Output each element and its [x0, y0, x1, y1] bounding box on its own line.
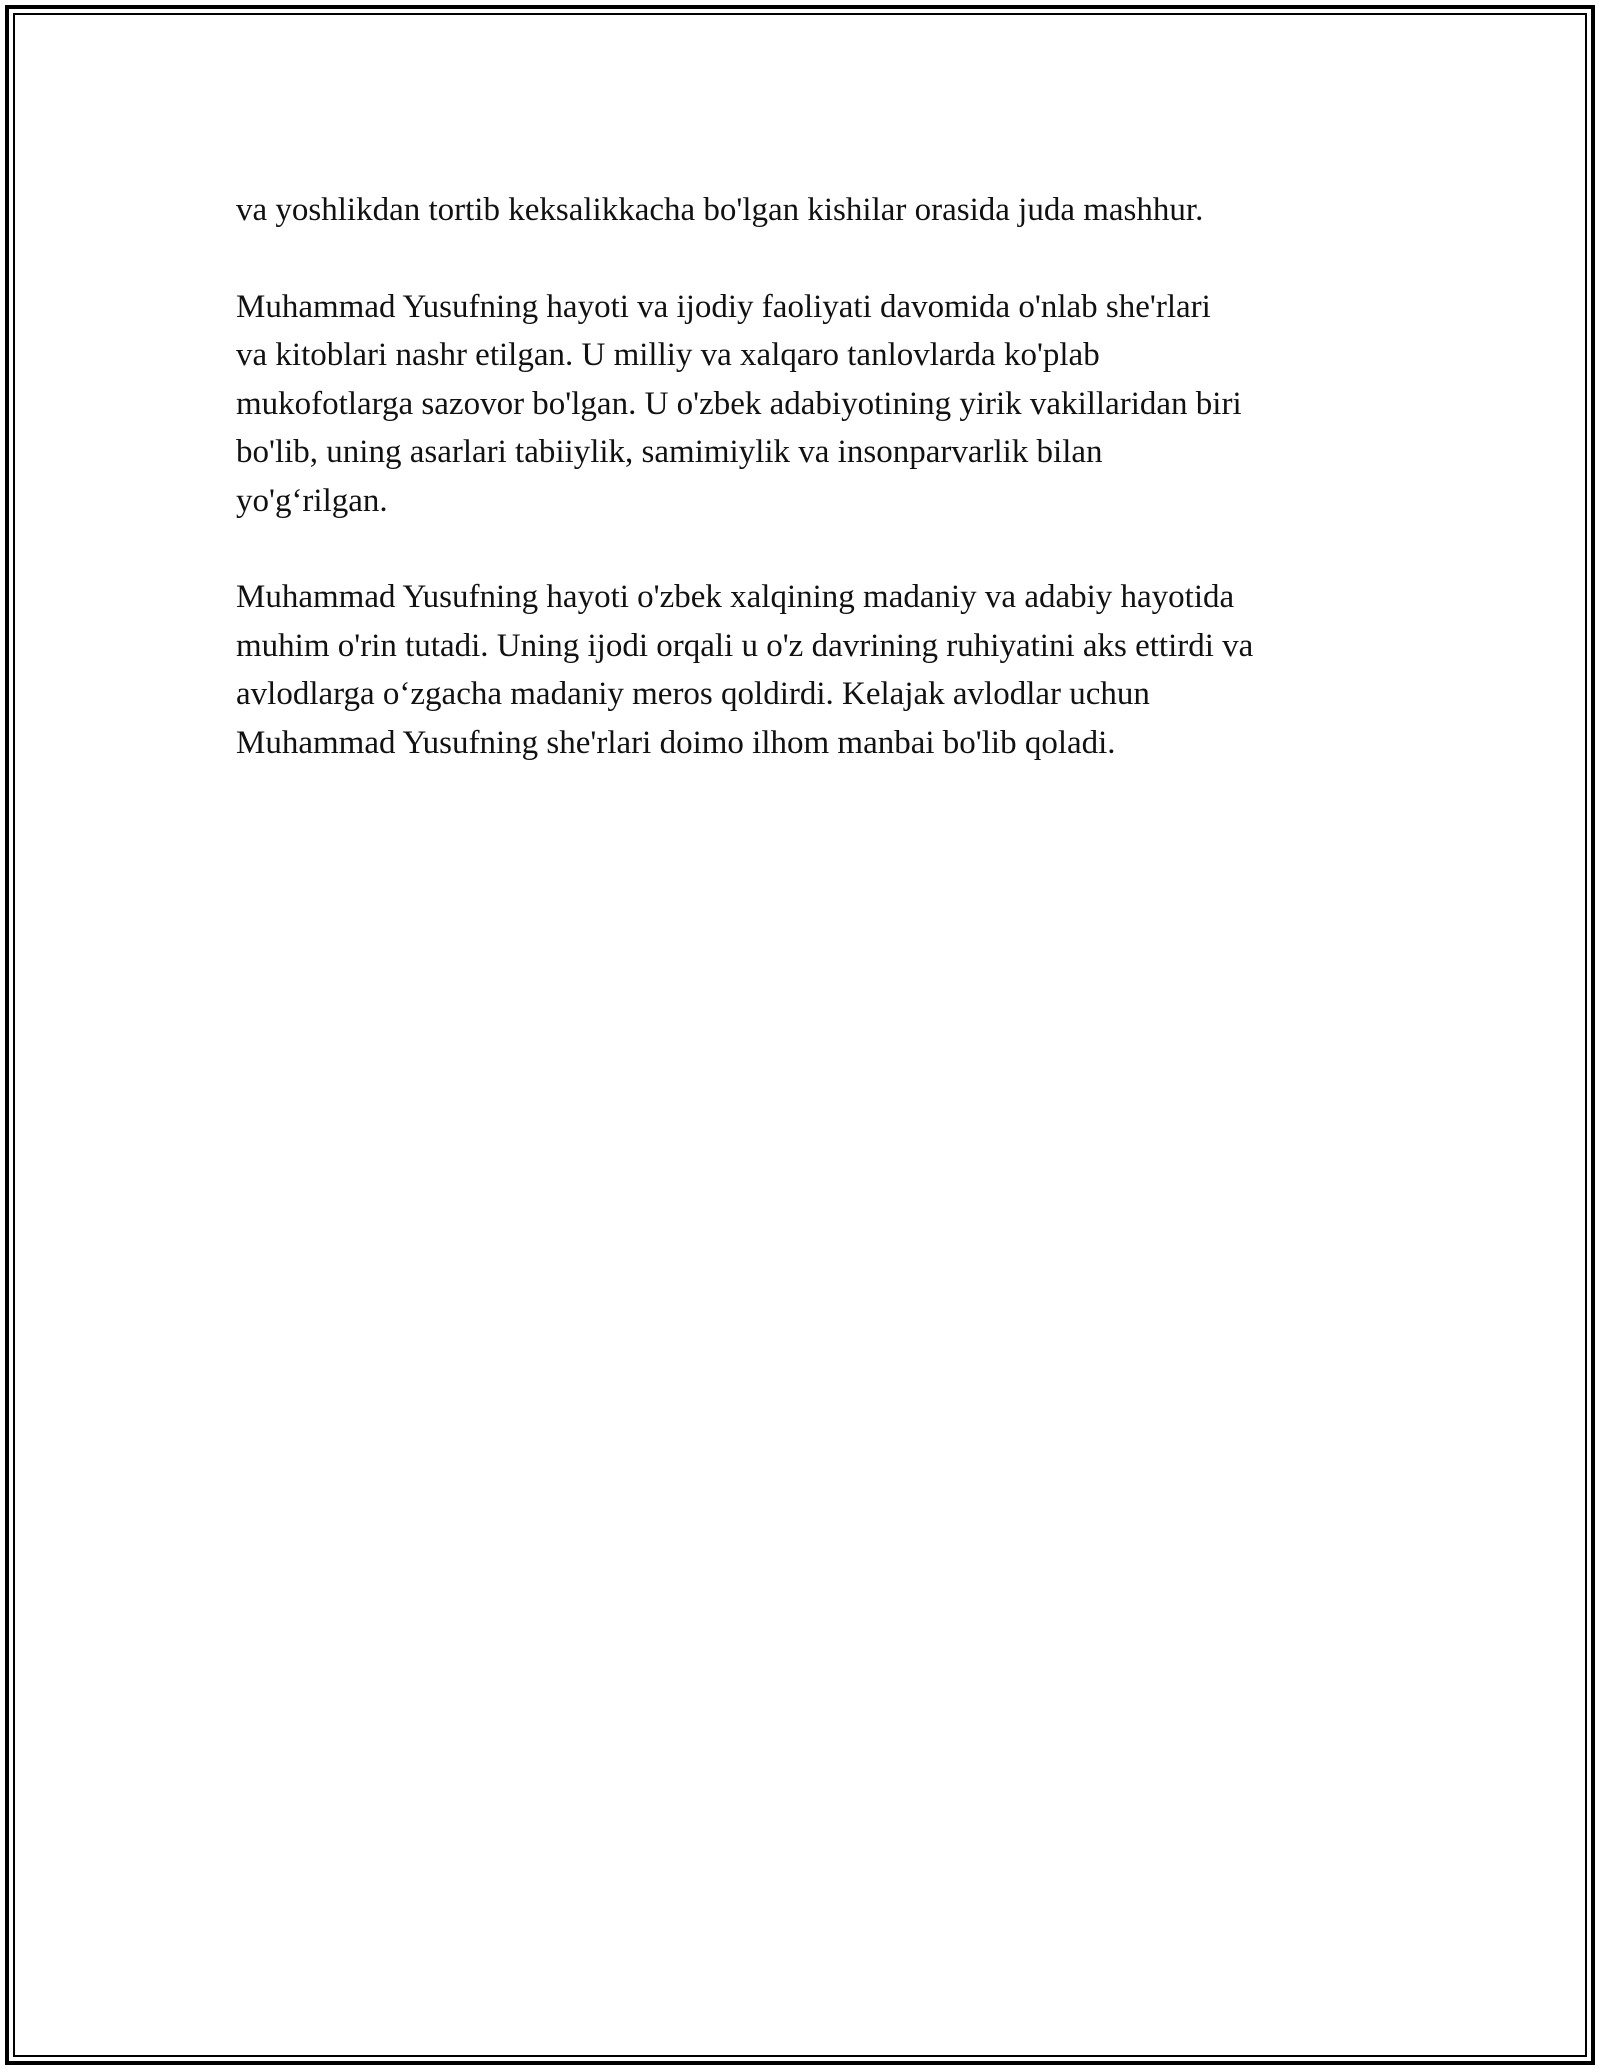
text-line: va yoshlikdan tortib keksalikkacha bo'lgan kishilar orasida juda mashhur.: [236, 192, 1204, 228]
paragraph-1: [236, 186, 1376, 235]
paragraph-3: [236, 573, 1376, 767]
text-line: va kitoblari nashr etilgan. U milliy va xalqaro tanlovlarda ko'plab: [236, 337, 1100, 373]
text-line: Muhammad Yusufning hayoti o'zbek xalqining madaniy va adabiy hayotida: [236, 579, 1235, 615]
text-line: bo'lib, uning asarlari tabiiylik, samimiylik va insonparvarlik bilan: [236, 434, 1103, 470]
text-line: Muhammad Yusufning hayoti va ijodiy faoliyati davomida o'nlab she'rlari: [236, 288, 1211, 325]
text-line: muhim o'rin tutadi. Uning ijodi orqali u o'z davrining ruhiyatini aks ettirdi va: [236, 627, 1254, 664]
text-line: Muhammad Yusufning she'rlari doimo ilhom manbai bo'lib qoladi.: [236, 724, 1116, 761]
text-line: yo'g‘rilgan.: [236, 482, 388, 519]
paragraph-2: [236, 283, 1376, 526]
text-line: mukofotlarga sazovor bo'lgan. U o'zbek adabiyotining yirik vakillaridan biri: [236, 385, 1242, 422]
text-line: avlodlarga o‘zgacha madaniy meros qoldirdi. Kelajak avlodlar uchun: [236, 676, 1150, 712]
document-body: [236, 186, 1376, 815]
